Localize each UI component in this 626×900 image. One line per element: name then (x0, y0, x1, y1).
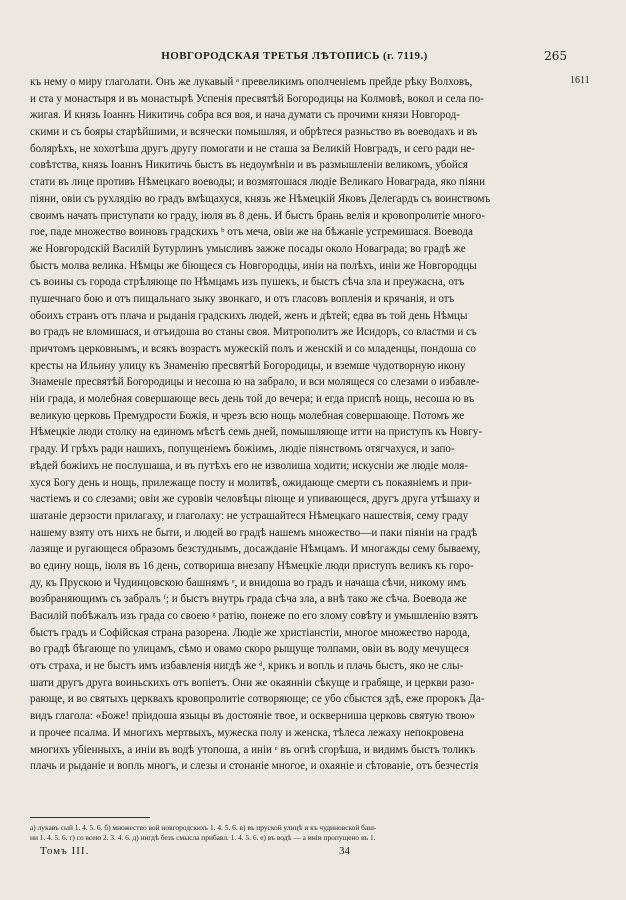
text-line: нашему взяту отъ нихъ не быти, и людей во градѣ нашемъ множество—и паки піяніи на градѣ (30, 526, 478, 539)
text-line: же Новгородскій Василій Бутурлинъ умысливъ зажже посады около Новаграда; во градѣ же (30, 242, 466, 255)
text-line: Нѣмецкіе люди столку на единомъ мѣстѣ семь дней, помышляюще итти на приступъ къ Новгу- (30, 426, 483, 439)
sheet-number: 34 (339, 845, 350, 857)
text-line: піяни, овіи съ рухлядію во градъ вмѣщахуся, князь же Нѣмецкій Яковъ Делегардъ съ воинствомъ (30, 192, 491, 205)
text-line: отъ страха, и не быстъ имъ избавленія нигдѣ же ᵈ, крикъ и вопль и плачь быстъ, яко не слы- (30, 660, 464, 673)
text-line: шати другъ друга воиньскихъ отъ вопіетъ. Они же окаянніи сѣкуще и грабяще, и церкви разо- (30, 676, 475, 689)
text-line: ду, къ Прускою и Чудинцовскою башнямъ ᵉ, и внидоша во градъ и начаша сѣчи, никому имъ (30, 576, 467, 589)
margin-year: 1611 (570, 75, 590, 86)
text-line: быстъ градъ и Софійская страна разорена. Людіе же христіанстіи, многое множество народа, (30, 626, 470, 639)
text-line: граду. И грѣхъ ради нашихъ, попущеніемъ божіимъ, людіе піянствомъ отягчахуся, и запо- (30, 443, 455, 456)
text-line: причтомъ церковнымъ, и всякъ возрастъ мужескій полъ и женскій и со младенцы, пондоша со (30, 343, 476, 355)
main-text (30, 74, 562, 775)
text-line: совѣтства, князь Іоаннъ Никитичь быстъ въ недоумѣніи и въ размышленіи великомъ, убойся (30, 159, 468, 172)
text-line: частіемъ и со слезами; овіи же суровіи человѣцы піюще и упивающеся, другъ друга утѣшаху и (30, 493, 480, 506)
footnotes (30, 823, 560, 843)
text-line: обоихъ странъ отъ плача и рыданія градскихъ людей, женъ и дѣтей; едва въ той день Нѣмцы (30, 309, 468, 322)
text-line: во градѣ бѣгающе по улицамъ, сѣмо и овамо скоро рыщуще толпами, овіи въ воду мечущеся (30, 643, 469, 656)
text-line: плачь и рыданіе и вопль многъ, и слезы и стонаніе многое, и охаяніе и сѣтованіе, отъ безчестія (30, 760, 479, 773)
text-line: съ воины съ города стрѣляюще по Нѣмцамъ изъ пушекъ, и быстъ сѣча зла и преужасна, отъ (30, 276, 465, 289)
text-line: гое, паде множество воиновъ градскихъ ᵇ отъ меча, овіи же на бѣжаніе устремишася. Воевода (30, 226, 473, 239)
footnote-line: ни 1. 4. 5. 6. г) со всею 2. 3. 4. 6. д) нигдѣ безъ смысла прибавл. 1. 4. 5. 6. е) въ водѣ — а иніи пропущено въ 1. (30, 833, 376, 842)
page-number: 265 (544, 49, 567, 63)
text-line: къ нему о миру глаголати. Онъ же лукавый ᵃ превеликимъ ополченіемъ прейде рѣку Волховъ, (30, 76, 473, 88)
text-line: ніи града, и молебная совершающе весь день той до вечера; и егда приспѣ нощь, несоша ю въ (30, 393, 475, 406)
running-header (22, 50, 567, 64)
text-line: болярѣхъ, не хохотѣша другъ другу помогати и не сташа за Великій Новградъ, и сего ради не- (30, 142, 475, 155)
footnote-rule (30, 817, 150, 818)
text-line: лазяще и ругающеся образомъ безстуднымъ, досажданіе Нѣмцамъ. И многажды сему бываему, (30, 543, 481, 556)
text-line: своимъ начать приступати ко граду, іюля въ 8 день. И быстъ брань велія и кровопролитіе много- (30, 209, 485, 222)
text-line: во едину нощь, іюля въ 16 день, сотвориша внезапу Нѣмецкіе люди приступъ великъ къ горо- (30, 559, 474, 572)
text-line: во градъ не вломишася, и отъидоша во станы своя. Митрополитъ же Исидоръ, со властми и съ (30, 326, 477, 339)
text-line: Знаменіе пресвятѣй Богородицы и несоша ю на забрало, и вси молящеся со слезами о избавле- (30, 376, 480, 389)
text-line: хуся Богу день и нощь, прилежаще посту и молитвѣ, ожидающе смерти съ покаяніемъ и при- (30, 476, 472, 489)
text-line: пушечнаго бою и отъ пищальнаго зыку звонкаго, и отъ гласовъ вопленія и крячанія, и отъ (30, 292, 455, 305)
text-line: возбраняющимъ съ забралъ ᶠ; и быстъ внутрь града сѣча зла, а внѣ тако же сѣча. Воевода же (30, 593, 467, 606)
text-line: вѣдей божіихъ не послушаша, и въ путѣхъ его не изволиша ходити; искусніи же людіе моля- (30, 459, 469, 472)
text-line: видъ глагола: «Боже! пріидоша языцы въ достояніе твое, и оскверниша церковь святую твою» (30, 710, 476, 723)
text-line: великую церковь Премудрости Божія, и чрезъ всю нощь молебная совершающе. Потомъ же (30, 409, 465, 422)
chronicle-title: НОВГОРОДСКАЯ ТРЕТЬЯ ЛѢТОПИСЬ (г. 7119.) (161, 50, 428, 62)
text-line: скими и съ бояры старѣйшими, и всячески помышляя, и обрѣтеся разньство въ воеводахъ и въ (30, 126, 478, 139)
footnote-line: а) лукавъ сый 1. 4. 5. 6. б) множество вой новгородскихъ 1. 4. 5. 6. в) въ пруской улицѣ и къ чудиновской баш- (30, 823, 377, 832)
text-line: быстъ молва велика. Нѣмцы же біющеся съ Новгородцы, иніи на полѣхъ, иніи же Новгородцы (30, 259, 477, 272)
text-line: многихъ убіенныхъ, а иніи въ водѣ утопоша, а иніи ᵉ въ огнѣ сгорѣша, и видимъ быстъ толикъ (30, 743, 476, 756)
text-line: и ста у монастыря и въ монастырѣ Успенія пресвятѣй Богородицы на Колмовѣ, вокол и села по- (30, 92, 484, 105)
text-line: и прочее псалма. И многихъ мертвыхъ, мужеска полу и женска, тѣлеса лежаху непокровена (30, 726, 464, 739)
text-line: жигая. И князь Іоаннъ Никитичь собра вся воя, и нача думати съ прочими князи Новгород- (30, 109, 460, 122)
text-line: шатаніе дерзости прилагаху, и глаголаху: не устрашайтеся Нѣмецкаго нашествія, сему граду (30, 509, 469, 522)
text-line: кресты на Ильину улицу къ Знаменію пресвятѣй Богородицы, и вземше чудотворную икону (30, 359, 466, 372)
text-line: рающе, и во святыхъ церквахъ кровопролитіе сотворяюще; се убо сбыстся здѣ, еже пророкъ Да- (30, 693, 485, 706)
text-line: Василій побѣжалъ изъ града со своею ᵍ ратію, понеже по его злому совѣту и умышленію взятъ (30, 610, 479, 622)
text-line: стати въ лице противъ Нѣмецкаго воеводы; и возмятошася людіе Великаго Новаграда, яко піяни (30, 176, 486, 189)
volume-label: Томъ III. (40, 845, 90, 857)
